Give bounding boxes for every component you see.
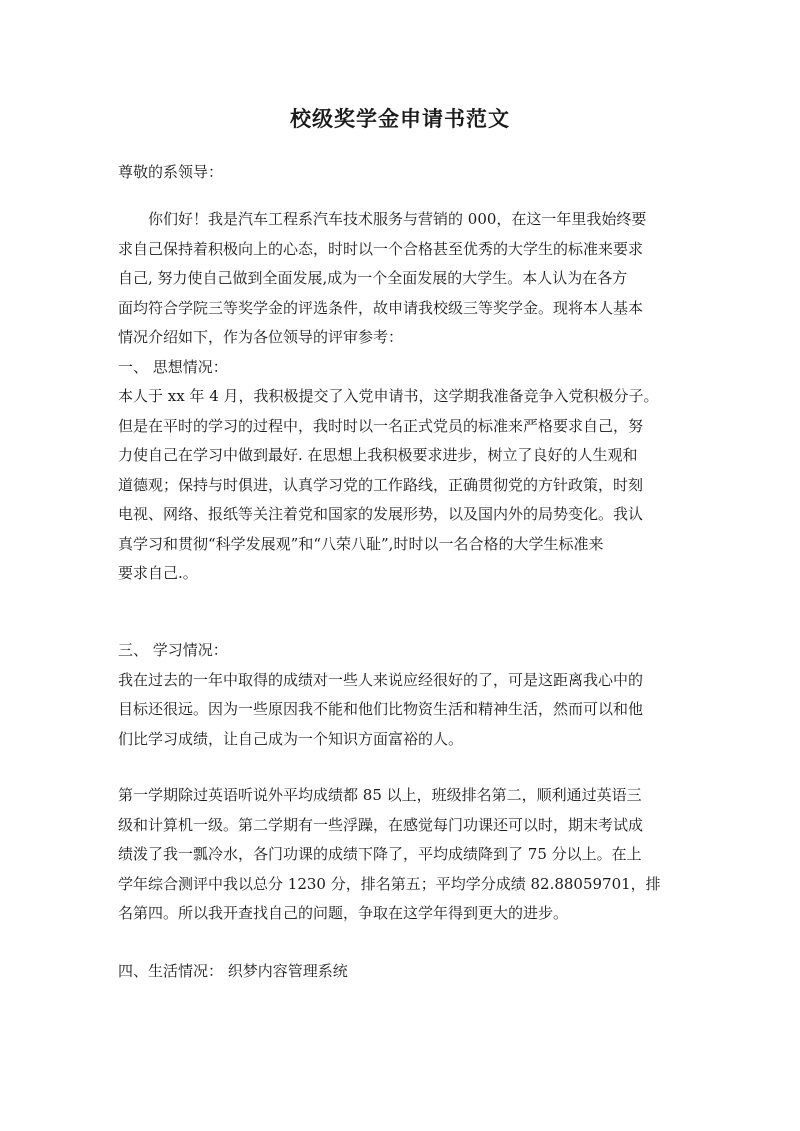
salutation-line: 尊敬的系领导：	[118, 163, 224, 181]
paragraph-line: 电视、网络、报纸等关注着党和国家的发展形势，以及国内外的局势变化。我认	[118, 505, 644, 523]
paragraph-line: 们比学习成绩，让自己成为一个知识方面富裕的人。	[118, 729, 464, 748]
paragraph-line: 我在过去的一年中取得的成绩对一些人来说应经很好的了，可是这距离我心中的	[118, 670, 644, 689]
paragraph-line: 自己, 努力使自己做到全面发展,成为一个全面发展的大学生。本人认为在各方	[118, 269, 628, 287]
intro-paragraph	[118, 205, 690, 589]
paragraph-line: 学年综合测评中我以总分 1230 分，排名第五；平均学分成绩 82.88059701，排	[118, 874, 661, 893]
paragraph-line: 本人于 xx 年 4 月，我积极提交了入党申请书，这学期我准备竞争入党积极分子。	[118, 387, 659, 405]
paragraph-line: 真学习和贯彻“科学发展观”和“八荣八耻”,时时以一名合格的大学生标准来	[118, 534, 604, 553]
paragraph-line: 要求自己.。	[118, 564, 198, 582]
section-heading: 一、 思想情况：	[118, 357, 228, 376]
study-section	[118, 636, 690, 754]
paragraph-line: 道德观；保持与时俱进，认真学习党的工作路线，正确贯彻党的方针政策，时刻	[118, 475, 644, 494]
paragraph-line: 情况介绍如下，作为各位领导的评审参考：	[118, 328, 404, 346]
paragraph-line: 力使自己在学习中做到最好. 在思想上我积极要求进步，树立了良好的人生观和	[118, 446, 638, 464]
life-section	[118, 957, 690, 987]
paragraph-line: 你们好！我是汽车工程系汽车技术服务与营销的 000，在这一年里我始终要	[148, 210, 647, 228]
paragraph-line: 名第四。所以我开查找自己的问题，争取在这学年得到更大的进步。	[118, 904, 569, 922]
paragraph-line: 绩泼了我一瓢冷水，各门功课的成绩下降了，平均成绩降到了 75 分以上。在上	[118, 845, 642, 863]
salutation	[118, 158, 690, 188]
paragraph-line: 求自己保持着积极向上的心态，时时以一个合格甚至优秀的大学生的标准来要求	[118, 239, 644, 258]
paragraph-line: 目标还很远。因为一些原因我不能和他们比物资生活和精神生活，然而可以和他	[118, 700, 644, 718]
paragraph-line: 第一学期除过英语听说外平均成绩都 85 以上，班级排名第二，顺利通过英语三	[118, 786, 642, 804]
document-title: 校级奖学金申请书范文	[290, 107, 510, 131]
paragraph-line: 面均符合学院三等奖学金的评选条件，故申请我校级三等奖学金。现将本人基本	[118, 298, 644, 317]
section-heading: 四、生活情况： 织梦内容管理系统	[118, 962, 348, 980]
section-heading: 三、 学习情况：	[118, 641, 228, 659]
study-details	[118, 781, 690, 929]
paragraph-line: 级和计算机一级。第二学期有一些浮躁，在感觉每门功课还可以时，期末考试成	[118, 815, 644, 834]
paragraph-line: 但是在平时的学习的过程中，我时时以一名正式党员的标准来严格要求自己，努	[118, 416, 644, 435]
